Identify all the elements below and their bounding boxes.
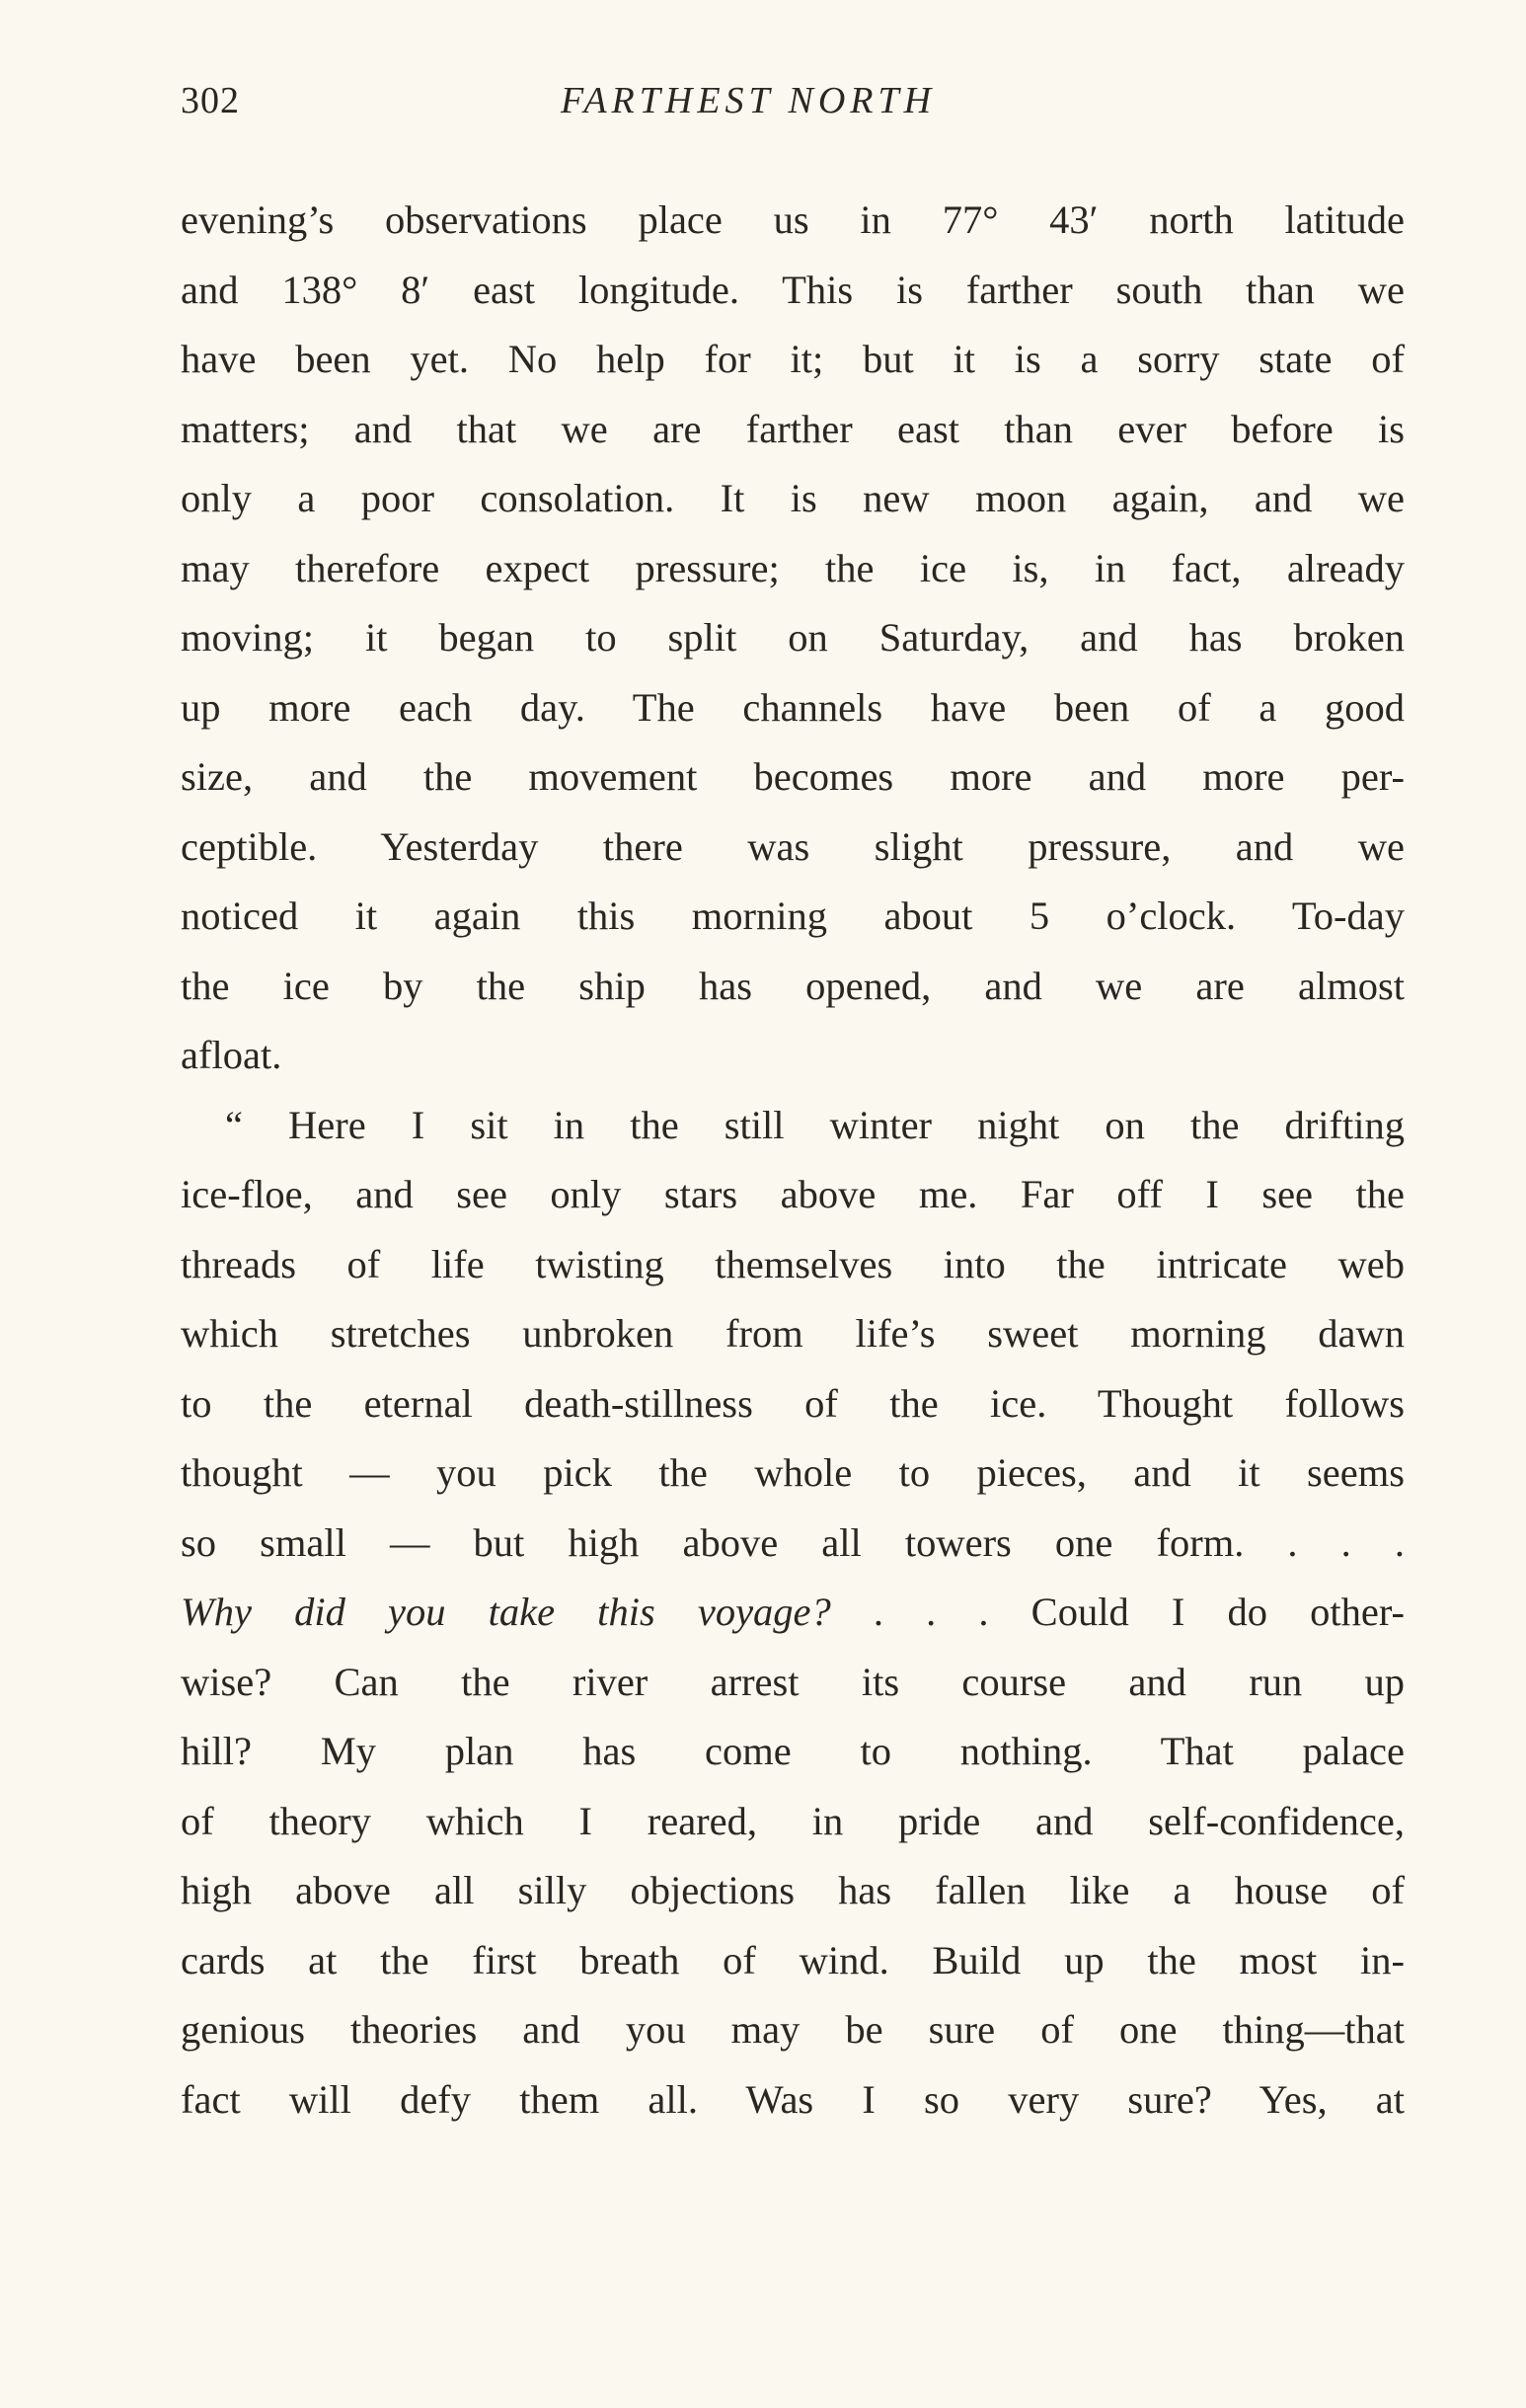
text-line: high above all silly objections has fallen like a house of [181, 1868, 1405, 1912]
page-number: 302 [181, 80, 240, 121]
text-line: only a poor consolation. It is new moon again, and we [181, 476, 1405, 520]
text-line: noticed it again this morning about 5 o’clock. To-day [181, 893, 1405, 938]
text-line: evening’s observations place us in 77° 43′ north latitude [181, 197, 1405, 242]
text-line: moving; it began to split on Saturday, and has broken [181, 615, 1405, 660]
text-line: of theory which I reared, in pride and self-confidence, [181, 1798, 1405, 1843]
text-line: to the eternal death-stillness of the ice. Thought follows [181, 1380, 1405, 1426]
running-title: FARTHEST NORTH [561, 80, 937, 121]
text-line: cards at the first breath of wind. Build up the most in- [181, 1937, 1405, 1982]
italic-question: Why did you take this voyage? [181, 1590, 831, 1634]
text-line: the ice by the ship has opened, and we are almost [181, 963, 1405, 1008]
text-line: up more each day. The channels have been of a good [181, 684, 1405, 730]
text-line: genious theories and you may be sure of one thing—that [181, 2007, 1405, 2052]
text-line: threads of life twisting themselves into the intricate web [181, 1241, 1405, 1286]
text-line: thought — you pick the whole to pieces, and it seems [181, 1450, 1405, 1495]
text-line: may therefore expect pressure; the ice is, in fact, already [181, 545, 1405, 590]
text-line: ceptible. Yesterday there was slight pressure, and we [181, 823, 1405, 869]
paragraph-first-line: “ Here I sit in the still winter night on the drifting [225, 1102, 1405, 1147]
text-line: wise? Can the river arrest its course and run up [181, 1659, 1405, 1704]
paragraph-last-line: afloat. [181, 1033, 282, 1077]
text-line: so small — but high above all towers one form. . . . [181, 1519, 1405, 1565]
text-line: and 138° 8′ east longitude. This is farther south than we [181, 267, 1405, 312]
running-head [181, 79, 1405, 138]
text-line: hill? My plan has come to nothing. That palace [181, 1729, 1405, 1773]
text-line [181, 1578, 1405, 1648]
text-line: which stretches unbroken from life’s sweet morning dawn [181, 1311, 1405, 1356]
text-line: fact will defy them all. Was I so very sure? Yes, at [181, 2076, 1405, 2122]
text-line-rest: . . . Could I do other- [830, 1590, 1405, 1634]
text-line: size, and the movement becomes more and more per- [181, 754, 1405, 799]
text-line: ice-floe, and see only stars above me. Far off I see the [181, 1172, 1405, 1216]
text-line: have been yet. No help for it; but it is a sorry state of [181, 337, 1405, 381]
text-line: matters; and that we are farther east than ever before is [181, 406, 1405, 451]
body-text [181, 186, 1405, 2135]
